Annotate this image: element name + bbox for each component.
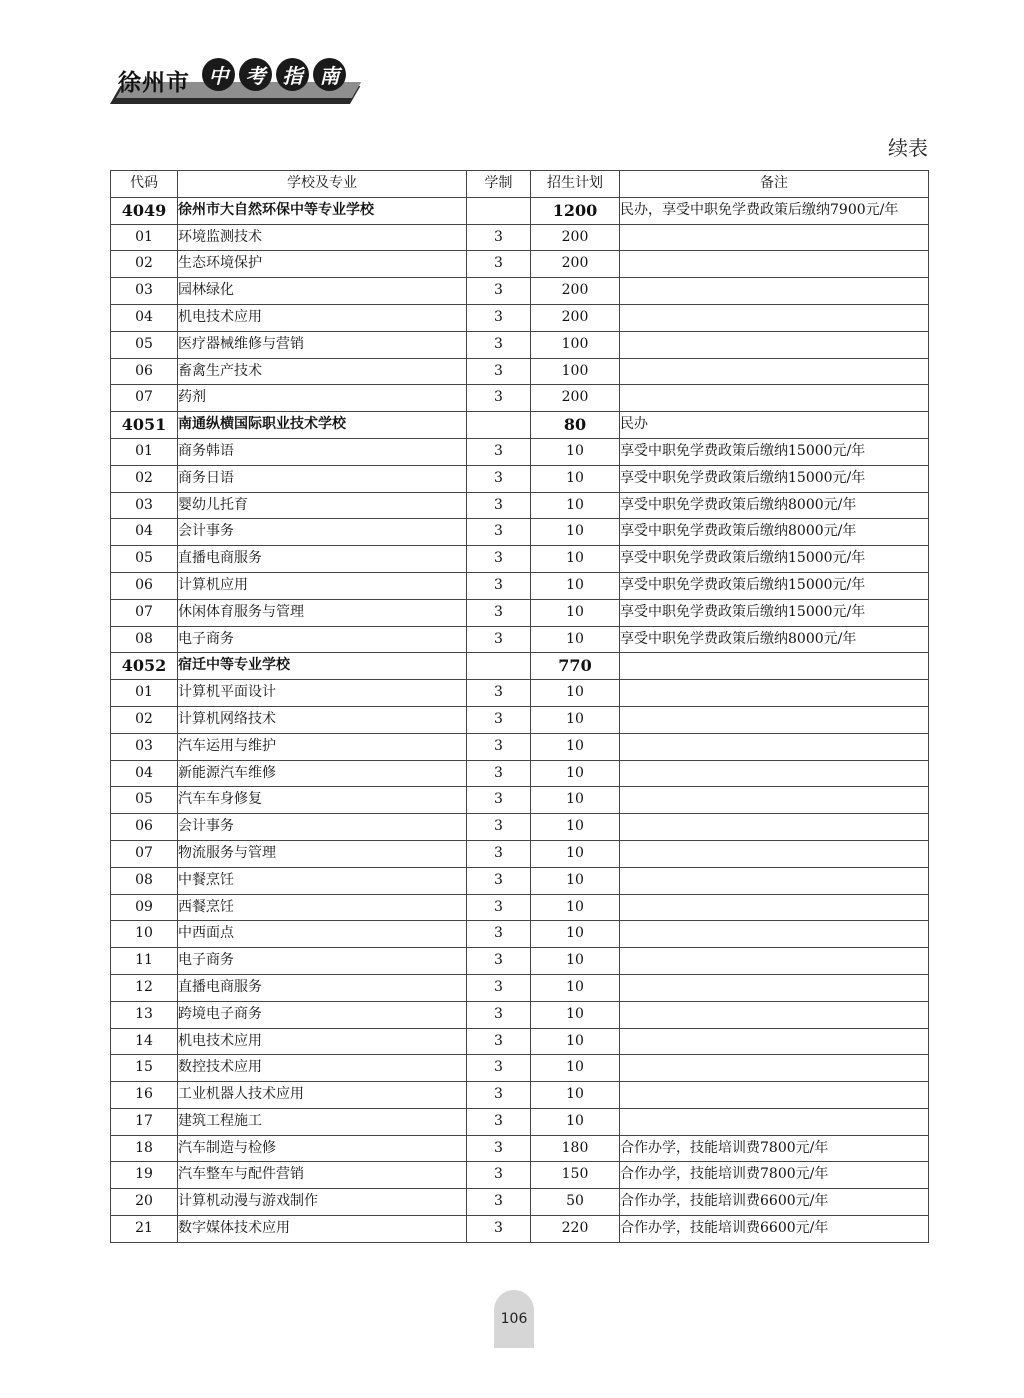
cell-name: 宿迁中等专业学校 — [178, 653, 467, 680]
cell-plan: 180 — [531, 1135, 620, 1162]
column-header-years: 学制 — [467, 171, 531, 198]
cell-years: 3 — [467, 733, 531, 760]
cell-note — [620, 1108, 929, 1135]
cell-plan: 10 — [531, 572, 620, 599]
cell-note: 民办 — [620, 412, 929, 439]
cell-name: 商务日语 — [178, 465, 467, 492]
school-row — [111, 653, 929, 680]
cell-name: 新能源汽车维修 — [178, 760, 467, 787]
cell-years: 3 — [467, 358, 531, 385]
cell-note — [620, 278, 929, 305]
cell-name: 西餐烹饪 — [178, 894, 467, 921]
cell-note: 享受中职免学费政策后缴纳8000元/年 — [620, 492, 929, 519]
cell-years: 3 — [467, 1162, 531, 1189]
cell-code: 04 — [111, 519, 178, 546]
cell-code: 20 — [111, 1189, 178, 1216]
cell-plan: 200 — [531, 224, 620, 251]
column-header-school-major: 学校及专业 — [178, 171, 467, 198]
cell-code: 07 — [111, 599, 178, 626]
cell-note: 享受中职免学费政策后缴纳8000元/年 — [620, 519, 929, 546]
cell-note — [620, 733, 929, 760]
cell-plan: 10 — [531, 974, 620, 1001]
cell-years: 3 — [467, 599, 531, 626]
cell-note: 合作办学，技能培训费6600元/年 — [620, 1189, 929, 1216]
cell-plan: 10 — [531, 760, 620, 787]
cell-note — [620, 840, 929, 867]
cell-plan: 200 — [531, 304, 620, 331]
cell-name: 计算机平面设计 — [178, 680, 467, 707]
cell-note — [620, 1028, 929, 1055]
column-header-note: 备注 — [620, 171, 929, 198]
cell-name: 生态环境保护 — [178, 251, 467, 278]
major-row — [111, 599, 929, 626]
banner-char: 南 — [313, 58, 346, 91]
cell-years: 3 — [467, 251, 531, 278]
major-row — [111, 706, 929, 733]
cell-plan: 200 — [531, 385, 620, 412]
cell-name: 中西面点 — [178, 921, 467, 948]
cell-years: 3 — [467, 840, 531, 867]
cell-code: 02 — [111, 706, 178, 733]
cell-note — [620, 948, 929, 975]
major-row — [111, 224, 929, 251]
cell-plan: 200 — [531, 278, 620, 305]
banner-city: 徐州市 — [118, 70, 190, 96]
cell-plan: 50 — [531, 1189, 620, 1216]
cell-name: 计算机动漫与游戏制作 — [178, 1189, 467, 1216]
cell-code: 13 — [111, 1001, 178, 1028]
cell-note: 享受中职免学费政策后缴纳15000元/年 — [620, 572, 929, 599]
cell-code: 21 — [111, 1216, 178, 1243]
cell-note — [620, 331, 929, 358]
cell-code: 14 — [111, 1028, 178, 1055]
major-row — [111, 358, 929, 385]
banner-char: 中 — [202, 58, 235, 91]
cell-years: 3 — [467, 787, 531, 814]
cell-name: 跨境电子商务 — [178, 1001, 467, 1028]
cell-years: 3 — [467, 680, 531, 707]
cell-code: 03 — [111, 733, 178, 760]
cell-years: 3 — [467, 385, 531, 412]
major-row — [111, 921, 929, 948]
column-header-code: 代码 — [111, 171, 178, 198]
cell-years: 3 — [467, 1082, 531, 1109]
cell-name: 环境监测技术 — [178, 224, 467, 251]
cell-code: 08 — [111, 867, 178, 894]
school-row — [111, 197, 929, 224]
cell-note: 享受中职免学费政策后缴纳15000元/年 — [620, 599, 929, 626]
major-row — [111, 1216, 929, 1243]
cell-code: 08 — [111, 626, 178, 653]
major-row — [111, 626, 929, 653]
cell-name: 园林绿化 — [178, 278, 467, 305]
cell-name: 南通纵横国际职业技术学校 — [178, 412, 467, 439]
major-row — [111, 760, 929, 787]
cell-years: 3 — [467, 519, 531, 546]
cell-plan: 10 — [531, 599, 620, 626]
major-row — [111, 278, 929, 305]
cell-years: 3 — [467, 626, 531, 653]
major-row — [111, 840, 929, 867]
major-row — [111, 1189, 929, 1216]
cell-code: 18 — [111, 1135, 178, 1162]
cell-years: 3 — [467, 1108, 531, 1135]
cell-plan: 150 — [531, 1162, 620, 1189]
cell-plan: 10 — [531, 465, 620, 492]
cell-years: 3 — [467, 331, 531, 358]
cell-code: 16 — [111, 1082, 178, 1109]
cell-name: 电子商务 — [178, 948, 467, 975]
cell-note — [620, 1055, 929, 1082]
cell-name: 计算机应用 — [178, 572, 467, 599]
cell-years: 3 — [467, 1189, 531, 1216]
cell-plan: 10 — [531, 787, 620, 814]
cell-code: 01 — [111, 438, 178, 465]
cell-years: 3 — [467, 1028, 531, 1055]
cell-years: 3 — [467, 1001, 531, 1028]
cell-plan: 10 — [531, 867, 620, 894]
banner-char: 考 — [239, 58, 272, 91]
cell-plan: 10 — [531, 680, 620, 707]
cell-name: 商务韩语 — [178, 438, 467, 465]
cell-name: 计算机网络技术 — [178, 706, 467, 733]
cell-name: 建筑工程施工 — [178, 1108, 467, 1135]
cell-note: 民办，享受中职免学费政策后缴纳7900元/年 — [620, 197, 929, 224]
cell-plan: 10 — [531, 840, 620, 867]
major-row — [111, 948, 929, 975]
cell-plan: 1200 — [531, 197, 620, 224]
major-row — [111, 438, 929, 465]
cell-code: 06 — [111, 358, 178, 385]
cell-name: 直播电商服务 — [178, 974, 467, 1001]
cell-name: 电子商务 — [178, 626, 467, 653]
cell-note — [620, 760, 929, 787]
cell-years: 3 — [467, 1216, 531, 1243]
cell-note — [620, 814, 929, 841]
major-row — [111, 251, 929, 278]
cell-plan: 10 — [531, 1082, 620, 1109]
cell-note — [620, 224, 929, 251]
cell-years — [467, 197, 531, 224]
cell-name: 汽车运用与维护 — [178, 733, 467, 760]
major-row — [111, 492, 929, 519]
major-row — [111, 546, 929, 573]
cell-name: 数控技术应用 — [178, 1055, 467, 1082]
major-row — [111, 385, 929, 412]
cell-note — [620, 1001, 929, 1028]
cell-note — [620, 385, 929, 412]
cell-plan: 80 — [531, 412, 620, 439]
cell-plan: 10 — [531, 894, 620, 921]
major-row — [111, 572, 929, 599]
cell-years: 3 — [467, 224, 531, 251]
cell-name: 药剂 — [178, 385, 467, 412]
cell-years: 3 — [467, 1135, 531, 1162]
cell-note: 享受中职免学费政策后缴纳15000元/年 — [620, 465, 929, 492]
cell-code: 02 — [111, 251, 178, 278]
cell-code: 05 — [111, 331, 178, 358]
cell-note — [620, 680, 929, 707]
cell-note — [620, 358, 929, 385]
cell-years: 3 — [467, 894, 531, 921]
major-row — [111, 519, 929, 546]
major-row — [111, 680, 929, 707]
cell-plan: 10 — [531, 921, 620, 948]
major-row — [111, 733, 929, 760]
cell-plan: 10 — [531, 1001, 620, 1028]
major-row — [111, 1055, 929, 1082]
cell-code: 07 — [111, 840, 178, 867]
cell-note: 合作办学，技能培训费7800元/年 — [620, 1162, 929, 1189]
cell-years: 3 — [467, 278, 531, 305]
cell-note — [620, 921, 929, 948]
cell-plan: 10 — [531, 1108, 620, 1135]
cell-name: 汽车车身修复 — [178, 787, 467, 814]
major-row — [111, 1108, 929, 1135]
cell-code: 01 — [111, 680, 178, 707]
major-row — [111, 331, 929, 358]
cell-code: 4049 — [111, 197, 178, 224]
school-row — [111, 412, 929, 439]
cell-plan: 10 — [531, 546, 620, 573]
cell-plan: 220 — [531, 1216, 620, 1243]
cell-name: 徐州市大自然环保中等专业学校 — [178, 197, 467, 224]
cell-note — [620, 867, 929, 894]
cell-code: 15 — [111, 1055, 178, 1082]
cell-note — [620, 974, 929, 1001]
cell-name: 汽车整车与配件营销 — [178, 1162, 467, 1189]
cell-code: 19 — [111, 1162, 178, 1189]
cell-plan: 10 — [531, 492, 620, 519]
cell-plan: 10 — [531, 733, 620, 760]
cell-note — [620, 706, 929, 733]
major-row — [111, 1162, 929, 1189]
cell-years: 3 — [467, 974, 531, 1001]
cell-code: 01 — [111, 224, 178, 251]
continued-label: 续表 — [888, 136, 928, 160]
cell-years — [467, 412, 531, 439]
cell-plan: 10 — [531, 706, 620, 733]
cell-note — [620, 1082, 929, 1109]
cell-name: 婴幼儿托育 — [178, 492, 467, 519]
cell-plan: 10 — [531, 948, 620, 975]
cell-name: 医疗器械维修与营销 — [178, 331, 467, 358]
major-row — [111, 1028, 929, 1055]
table-body — [111, 197, 929, 1242]
cell-name: 工业机器人技术应用 — [178, 1082, 467, 1109]
cell-name: 中餐烹饪 — [178, 867, 467, 894]
page-number: 106 — [494, 1290, 534, 1348]
cell-code: 06 — [111, 814, 178, 841]
cell-note: 享受中职免学费政策后缴纳8000元/年 — [620, 626, 929, 653]
cell-code: 4052 — [111, 653, 178, 680]
major-row — [111, 814, 929, 841]
table-header-row — [111, 171, 929, 198]
cell-code: 07 — [111, 385, 178, 412]
cell-code: 02 — [111, 465, 178, 492]
cell-years: 3 — [467, 867, 531, 894]
cell-plan: 10 — [531, 626, 620, 653]
banner-char: 指 — [276, 58, 309, 91]
cell-years: 3 — [467, 572, 531, 599]
cell-years: 3 — [467, 760, 531, 787]
major-row — [111, 304, 929, 331]
cell-code: 4051 — [111, 412, 178, 439]
cell-plan: 10 — [531, 1028, 620, 1055]
major-row — [111, 1001, 929, 1028]
cell-years: 3 — [467, 304, 531, 331]
cell-code: 06 — [111, 572, 178, 599]
cell-code: 12 — [111, 974, 178, 1001]
cell-code: 09 — [111, 894, 178, 921]
cell-name: 直播电商服务 — [178, 546, 467, 573]
cell-note — [620, 787, 929, 814]
cell-plan: 10 — [531, 1055, 620, 1082]
cell-name: 机电技术应用 — [178, 304, 467, 331]
cell-code: 17 — [111, 1108, 178, 1135]
cell-note — [620, 653, 929, 680]
cell-note — [620, 894, 929, 921]
cell-plan: 10 — [531, 519, 620, 546]
major-row — [111, 1082, 929, 1109]
cell-name: 会计事务 — [178, 814, 467, 841]
cell-code: 05 — [111, 787, 178, 814]
column-header-plan: 招生计划 — [531, 171, 620, 198]
cell-years: 3 — [467, 948, 531, 975]
cell-years: 3 — [467, 706, 531, 733]
cell-name: 休闲体育服务与管理 — [178, 599, 467, 626]
major-row — [111, 867, 929, 894]
major-row — [111, 1135, 929, 1162]
cell-name: 会计事务 — [178, 519, 467, 546]
cell-years: 3 — [467, 814, 531, 841]
cell-note: 合作办学，技能培训费7800元/年 — [620, 1135, 929, 1162]
major-row — [111, 894, 929, 921]
cell-years: 3 — [467, 921, 531, 948]
cell-years: 3 — [467, 492, 531, 519]
cell-note: 享受中职免学费政策后缴纳15000元/年 — [620, 546, 929, 573]
cell-name: 机电技术应用 — [178, 1028, 467, 1055]
cell-note — [620, 304, 929, 331]
cell-years: 3 — [467, 465, 531, 492]
banner-guide-title — [202, 58, 346, 91]
cell-years: 3 — [467, 546, 531, 573]
major-row — [111, 787, 929, 814]
major-row — [111, 465, 929, 492]
cell-note: 享受中职免学费政策后缴纳15000元/年 — [620, 438, 929, 465]
cell-code: 03 — [111, 278, 178, 305]
cell-code: 04 — [111, 304, 178, 331]
cell-code: 10 — [111, 921, 178, 948]
cell-plan: 770 — [531, 653, 620, 680]
cell-plan: 100 — [531, 358, 620, 385]
cell-note — [620, 251, 929, 278]
cell-code: 11 — [111, 948, 178, 975]
cell-plan: 10 — [531, 438, 620, 465]
cell-plan: 10 — [531, 814, 620, 841]
major-row — [111, 974, 929, 1001]
cell-name: 物流服务与管理 — [178, 840, 467, 867]
cell-code: 04 — [111, 760, 178, 787]
cell-code: 05 — [111, 546, 178, 573]
cell-name: 汽车制造与检修 — [178, 1135, 467, 1162]
cell-years — [467, 653, 531, 680]
enrollment-table — [110, 170, 929, 1243]
cell-years: 3 — [467, 1055, 531, 1082]
header-banner — [108, 52, 358, 106]
cell-plan: 100 — [531, 331, 620, 358]
cell-name: 数字媒体技术应用 — [178, 1216, 467, 1243]
cell-name: 畜禽生产技术 — [178, 358, 467, 385]
cell-code: 03 — [111, 492, 178, 519]
cell-note: 合作办学，技能培训费6600元/年 — [620, 1216, 929, 1243]
cell-years: 3 — [467, 438, 531, 465]
cell-plan: 200 — [531, 251, 620, 278]
